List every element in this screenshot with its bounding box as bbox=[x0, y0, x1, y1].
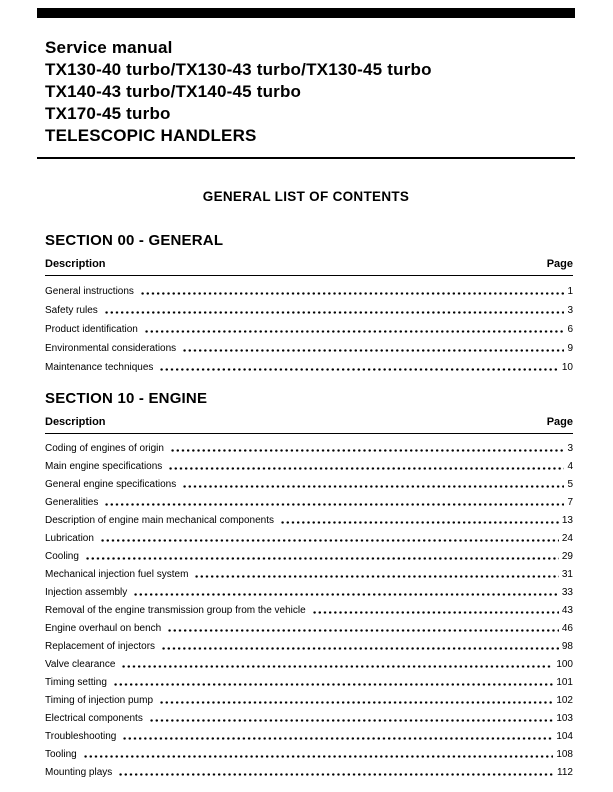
toc-entry-page: 29 bbox=[561, 551, 573, 562]
title-block bbox=[45, 37, 575, 147]
section-00-title: SECTION 00 - GENERAL bbox=[45, 232, 224, 249]
dot-leader bbox=[182, 485, 564, 488]
toc-entry-label: Cooling bbox=[45, 551, 79, 562]
toc-row bbox=[45, 617, 573, 635]
toc-entry-label: General engine specifications bbox=[45, 479, 177, 490]
toc-entry-page: 98 bbox=[561, 641, 573, 652]
toc-row bbox=[45, 355, 573, 374]
toc-entry-label: Maintenance techniques bbox=[45, 362, 154, 373]
toc-row bbox=[45, 581, 573, 599]
toc-row bbox=[45, 671, 573, 689]
model-line-1: TX130-40 turbo/TX130-43 turbo/TX130-45 turbo bbox=[45, 60, 432, 79]
toc-entry-page: 13 bbox=[561, 515, 573, 526]
toc-entry-page: 108 bbox=[556, 749, 573, 760]
dot-leader bbox=[159, 701, 553, 704]
toc-entry-label: Mounting plays bbox=[45, 767, 113, 778]
toc-entry-page: 10 bbox=[561, 362, 573, 373]
toc-entry-label: Troubleshooting bbox=[45, 731, 117, 742]
toc-entry-label: Tooling bbox=[45, 749, 77, 760]
toc-row bbox=[45, 635, 573, 653]
section-10-rows bbox=[45, 437, 573, 779]
toc-row bbox=[45, 563, 573, 581]
section-00-rows bbox=[45, 279, 573, 374]
dot-leader bbox=[149, 719, 553, 722]
toc-entry-label: Engine overhaul on bench bbox=[45, 623, 162, 634]
toc-row bbox=[45, 298, 573, 317]
toc-entry-page: 33 bbox=[561, 587, 573, 598]
toc-entry-label: Lubrication bbox=[45, 533, 94, 544]
toc-entry-page: 102 bbox=[556, 695, 573, 706]
toc-entry-page: 31 bbox=[561, 569, 573, 580]
title-rule bbox=[37, 157, 575, 159]
toc-row bbox=[45, 455, 573, 473]
section-10-title: SECTION 10 - ENGINE bbox=[45, 390, 208, 407]
toc-row bbox=[45, 317, 573, 336]
toc-row bbox=[45, 336, 573, 355]
toc-entry-label: Environmental considerations bbox=[45, 343, 177, 354]
toc-row bbox=[45, 545, 573, 563]
dot-leader bbox=[104, 503, 564, 506]
toc-row bbox=[45, 743, 573, 761]
dot-leader bbox=[113, 683, 553, 686]
toc-row bbox=[45, 527, 573, 545]
toc-entry-page: 4 bbox=[567, 461, 573, 472]
toc-entry-label: Generalities bbox=[45, 497, 99, 508]
toc-entry-page: 46 bbox=[561, 623, 573, 634]
dot-leader bbox=[182, 349, 564, 352]
column-page-label: Page bbox=[546, 416, 573, 428]
toc-entry-label: Timing of injection pump bbox=[45, 695, 154, 706]
toc-row bbox=[45, 599, 573, 617]
dot-leader bbox=[167, 629, 559, 632]
section-00-general bbox=[45, 232, 573, 374]
toc-entry-label: General instructions bbox=[45, 286, 134, 297]
dot-leader bbox=[100, 539, 559, 542]
dot-leader bbox=[83, 755, 554, 758]
column-page-label: Page bbox=[546, 258, 573, 270]
toc-entry-label: Safety rules bbox=[45, 305, 98, 316]
toc-entry-page: 103 bbox=[556, 713, 573, 724]
section-00-columns-header bbox=[45, 258, 573, 276]
column-description-label: Description bbox=[45, 258, 106, 270]
toc-entry-label: Injection assembly bbox=[45, 587, 128, 598]
doc-title: Service manual bbox=[45, 38, 173, 57]
toc-entry-label: Removal of the engine transmission group from the vehicle bbox=[45, 605, 306, 616]
top-bar bbox=[37, 8, 575, 18]
toc-entry-page: 100 bbox=[556, 659, 573, 670]
toc-entry-page: 43 bbox=[561, 605, 573, 616]
dot-leader bbox=[144, 330, 565, 333]
toc-row bbox=[45, 689, 573, 707]
toc-entry-label: Product identification bbox=[45, 324, 138, 335]
toc-row bbox=[45, 707, 573, 725]
dot-leader bbox=[104, 311, 565, 314]
doc-subtitle: TELESCOPIC HANDLERS bbox=[45, 126, 257, 145]
toc-entry-page: 7 bbox=[567, 497, 573, 508]
toc-row bbox=[45, 725, 573, 743]
toc-entry-page: 3 bbox=[567, 305, 573, 316]
dot-leader bbox=[85, 557, 559, 560]
dot-leader bbox=[168, 467, 564, 470]
dot-leader bbox=[194, 575, 558, 578]
toc-entry-page: 9 bbox=[567, 343, 573, 354]
toc-entry-page: 112 bbox=[557, 767, 573, 778]
toc-entry-label: Mechanical injection fuel system bbox=[45, 569, 189, 580]
section-10-engine bbox=[45, 390, 573, 779]
dot-leader bbox=[170, 449, 564, 452]
toc-entry-label: Electrical components bbox=[45, 713, 143, 724]
dot-leader bbox=[312, 611, 559, 614]
dot-leader bbox=[159, 368, 558, 371]
dot-leader bbox=[118, 773, 554, 776]
model-line-3: TX170-45 turbo bbox=[45, 104, 171, 123]
dot-leader bbox=[140, 292, 565, 295]
toc-row bbox=[45, 473, 573, 491]
toc-entry-label: Replacement of injectors bbox=[45, 641, 156, 652]
dot-leader bbox=[280, 521, 559, 524]
column-description-label: Description bbox=[45, 416, 106, 428]
section-10-columns-header bbox=[45, 416, 573, 434]
toc-row bbox=[45, 437, 573, 455]
toc-row bbox=[45, 761, 573, 779]
contents-title: GENERAL LIST OF CONTENTS bbox=[202, 189, 410, 204]
dot-leader bbox=[133, 593, 559, 596]
toc-row bbox=[45, 279, 573, 298]
toc-entry-page: 104 bbox=[556, 731, 573, 742]
dot-leader bbox=[161, 647, 559, 650]
toc-entry-label: Description of engine main mechanical components bbox=[45, 515, 275, 526]
toc-entry-label: Coding of engines of origin bbox=[45, 443, 164, 454]
dot-leader bbox=[122, 737, 553, 740]
toc-entry-label: Timing setting bbox=[45, 677, 107, 688]
toc-row bbox=[45, 653, 573, 671]
model-line-2: TX140-43 turbo/TX140-45 turbo bbox=[45, 82, 302, 101]
toc-entry-page: 24 bbox=[561, 533, 573, 544]
toc-entry-page: 3 bbox=[567, 443, 573, 454]
toc-entry-page: 6 bbox=[567, 324, 573, 335]
toc-entry-label: Main engine specifications bbox=[45, 461, 163, 472]
toc-entry-page: 101 bbox=[556, 677, 573, 688]
toc-entry-page: 1 bbox=[567, 286, 573, 297]
toc-row bbox=[45, 509, 573, 527]
toc-entry-page: 5 bbox=[567, 479, 573, 490]
dot-leader bbox=[121, 665, 553, 668]
toc-entry-label: Valve clearance bbox=[45, 659, 116, 670]
toc-row bbox=[45, 491, 573, 509]
